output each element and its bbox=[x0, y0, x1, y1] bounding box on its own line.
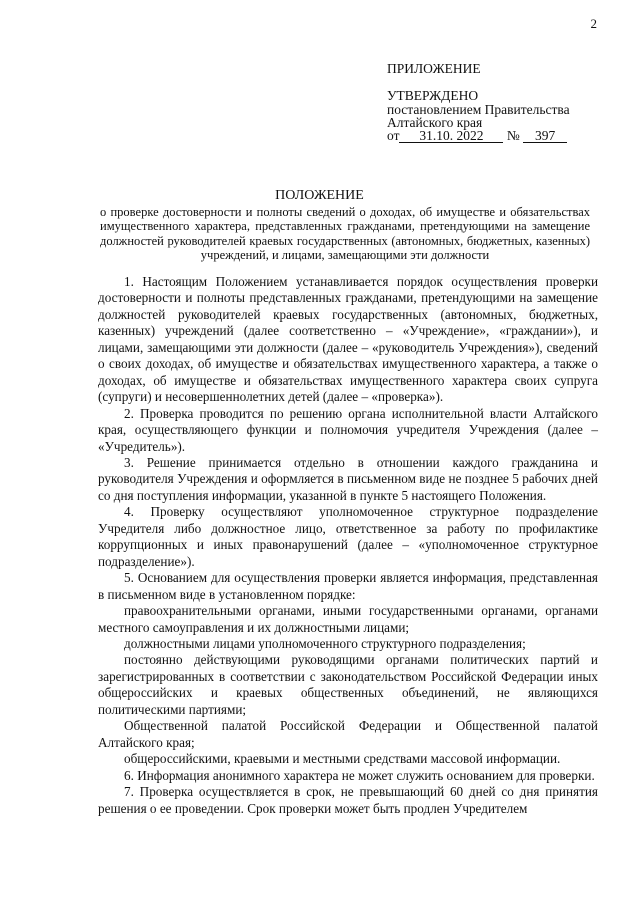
paragraph-5-item-media: общероссийскими, краевыми и местными средствами массовой информации. bbox=[124, 751, 561, 767]
paragraph-5-item-public-chambers: Общественной палатой Российской Федерации и Общественной палатой Алтайского края; bbox=[98, 718, 598, 750]
document-body bbox=[98, 274, 598, 817]
paragraph-6: 6. Информация анонимного характера не может служить основанием для проверки. bbox=[124, 767, 595, 783]
approval-stamp-block bbox=[387, 60, 607, 143]
paragraph-5-item-officials: должностными лицами уполномоченного структурного подразделения; bbox=[124, 635, 526, 651]
paragraph-3: 3. Решение принимается отдельно в отношении каждого гражданина и руководителя Учреждения и оформляется в письменном виде не позднее 5 рабочих дней со дня поступления информации, указанной в пункте 5 настоящего Положения. bbox=[98, 454, 598, 503]
approved-heading: УТВЕРЖДЕНО bbox=[387, 88, 479, 103]
paragraph-2: 2. Проверка проводится по решению органа исполнительной власти Алтайского края, осуществляющего функции и полномочия учредителя Учреждения (далее – «Учредитель»). bbox=[98, 405, 598, 454]
approval-region-line: Алтайского края bbox=[387, 115, 483, 130]
document-title: ПОЛОЖЕНИЕ bbox=[275, 188, 364, 203]
approval-date-number-line bbox=[387, 129, 607, 143]
appendix-heading: ПРИЛОЖЕНИЕ bbox=[387, 61, 481, 76]
paragraph-5-item-parties: постоянно действующими руководящими органами политических партий и зарегистрированных в соответствии с законодательством Российской Федерации иных общероссийских и краевых общественных объединений, не являющихся политическими партиями; bbox=[98, 652, 598, 717]
page-number: 2 bbox=[590, 16, 597, 31]
date-prefix: от bbox=[387, 128, 400, 143]
approval-authority-line: постановлением Правительства bbox=[387, 102, 570, 117]
number-sign: № bbox=[506, 128, 520, 143]
paragraph-5: 5. Основанием для осуществления проверки является информация, представленная в письменном виде в установленном порядке: bbox=[98, 570, 598, 602]
approval-date: 31.10. 2022 bbox=[399, 130, 503, 143]
paragraph-5-item-law-enforcement: правоохранительными органами, иными государственными органами, органами местного самоуправления и их должностными лицами; bbox=[98, 603, 598, 635]
paragraph-1: 1. Настоящим Положением устанавливается порядок осуществления проверки достоверности и полноты представленных гражданами, претендующими на замещение должностей руководителей краевых государственных (автономных, бюджетных, казенных) учреждений (далее соответственно – «Учреждение», «граждании»), и лицами, замещающими эти должности (далее – «руководитель Учреждения»), сведений о своих доходах, об имуществе и обязательствах имущественного характера, а также о доходах, об имуществе и обязательствах имущественного характера своих супруга (супруги) и несовершеннолетних детей (далее – «проверка»). bbox=[98, 274, 598, 405]
paragraph-7: 7. Проверка осуществляется в срок, не превышающий 60 дней со дня принятия решения о ее проведении. Срок проверки может быть продлен Учредителем bbox=[98, 784, 598, 816]
paragraph-4: 4. Проверку осуществляют уполномоченное структурное подразделение Учредителя либо должностное лицо, ответственное за работу по профилактике коррупционных и иных правонарушений (далее – «уполномоченное структурное подразделение»). bbox=[98, 504, 598, 569]
document-subtitle: о проверке достоверности и полноты сведений о доходах, об имуществе и обязательствах имущественного характера, представленных гражданами, претендующими на замещение должностей руководителей краевых государственных (автономных, бюджетных, казенных) учреждений, и лицами, замещающими эти должности bbox=[100, 205, 590, 262]
approval-number: 397 bbox=[523, 130, 567, 143]
